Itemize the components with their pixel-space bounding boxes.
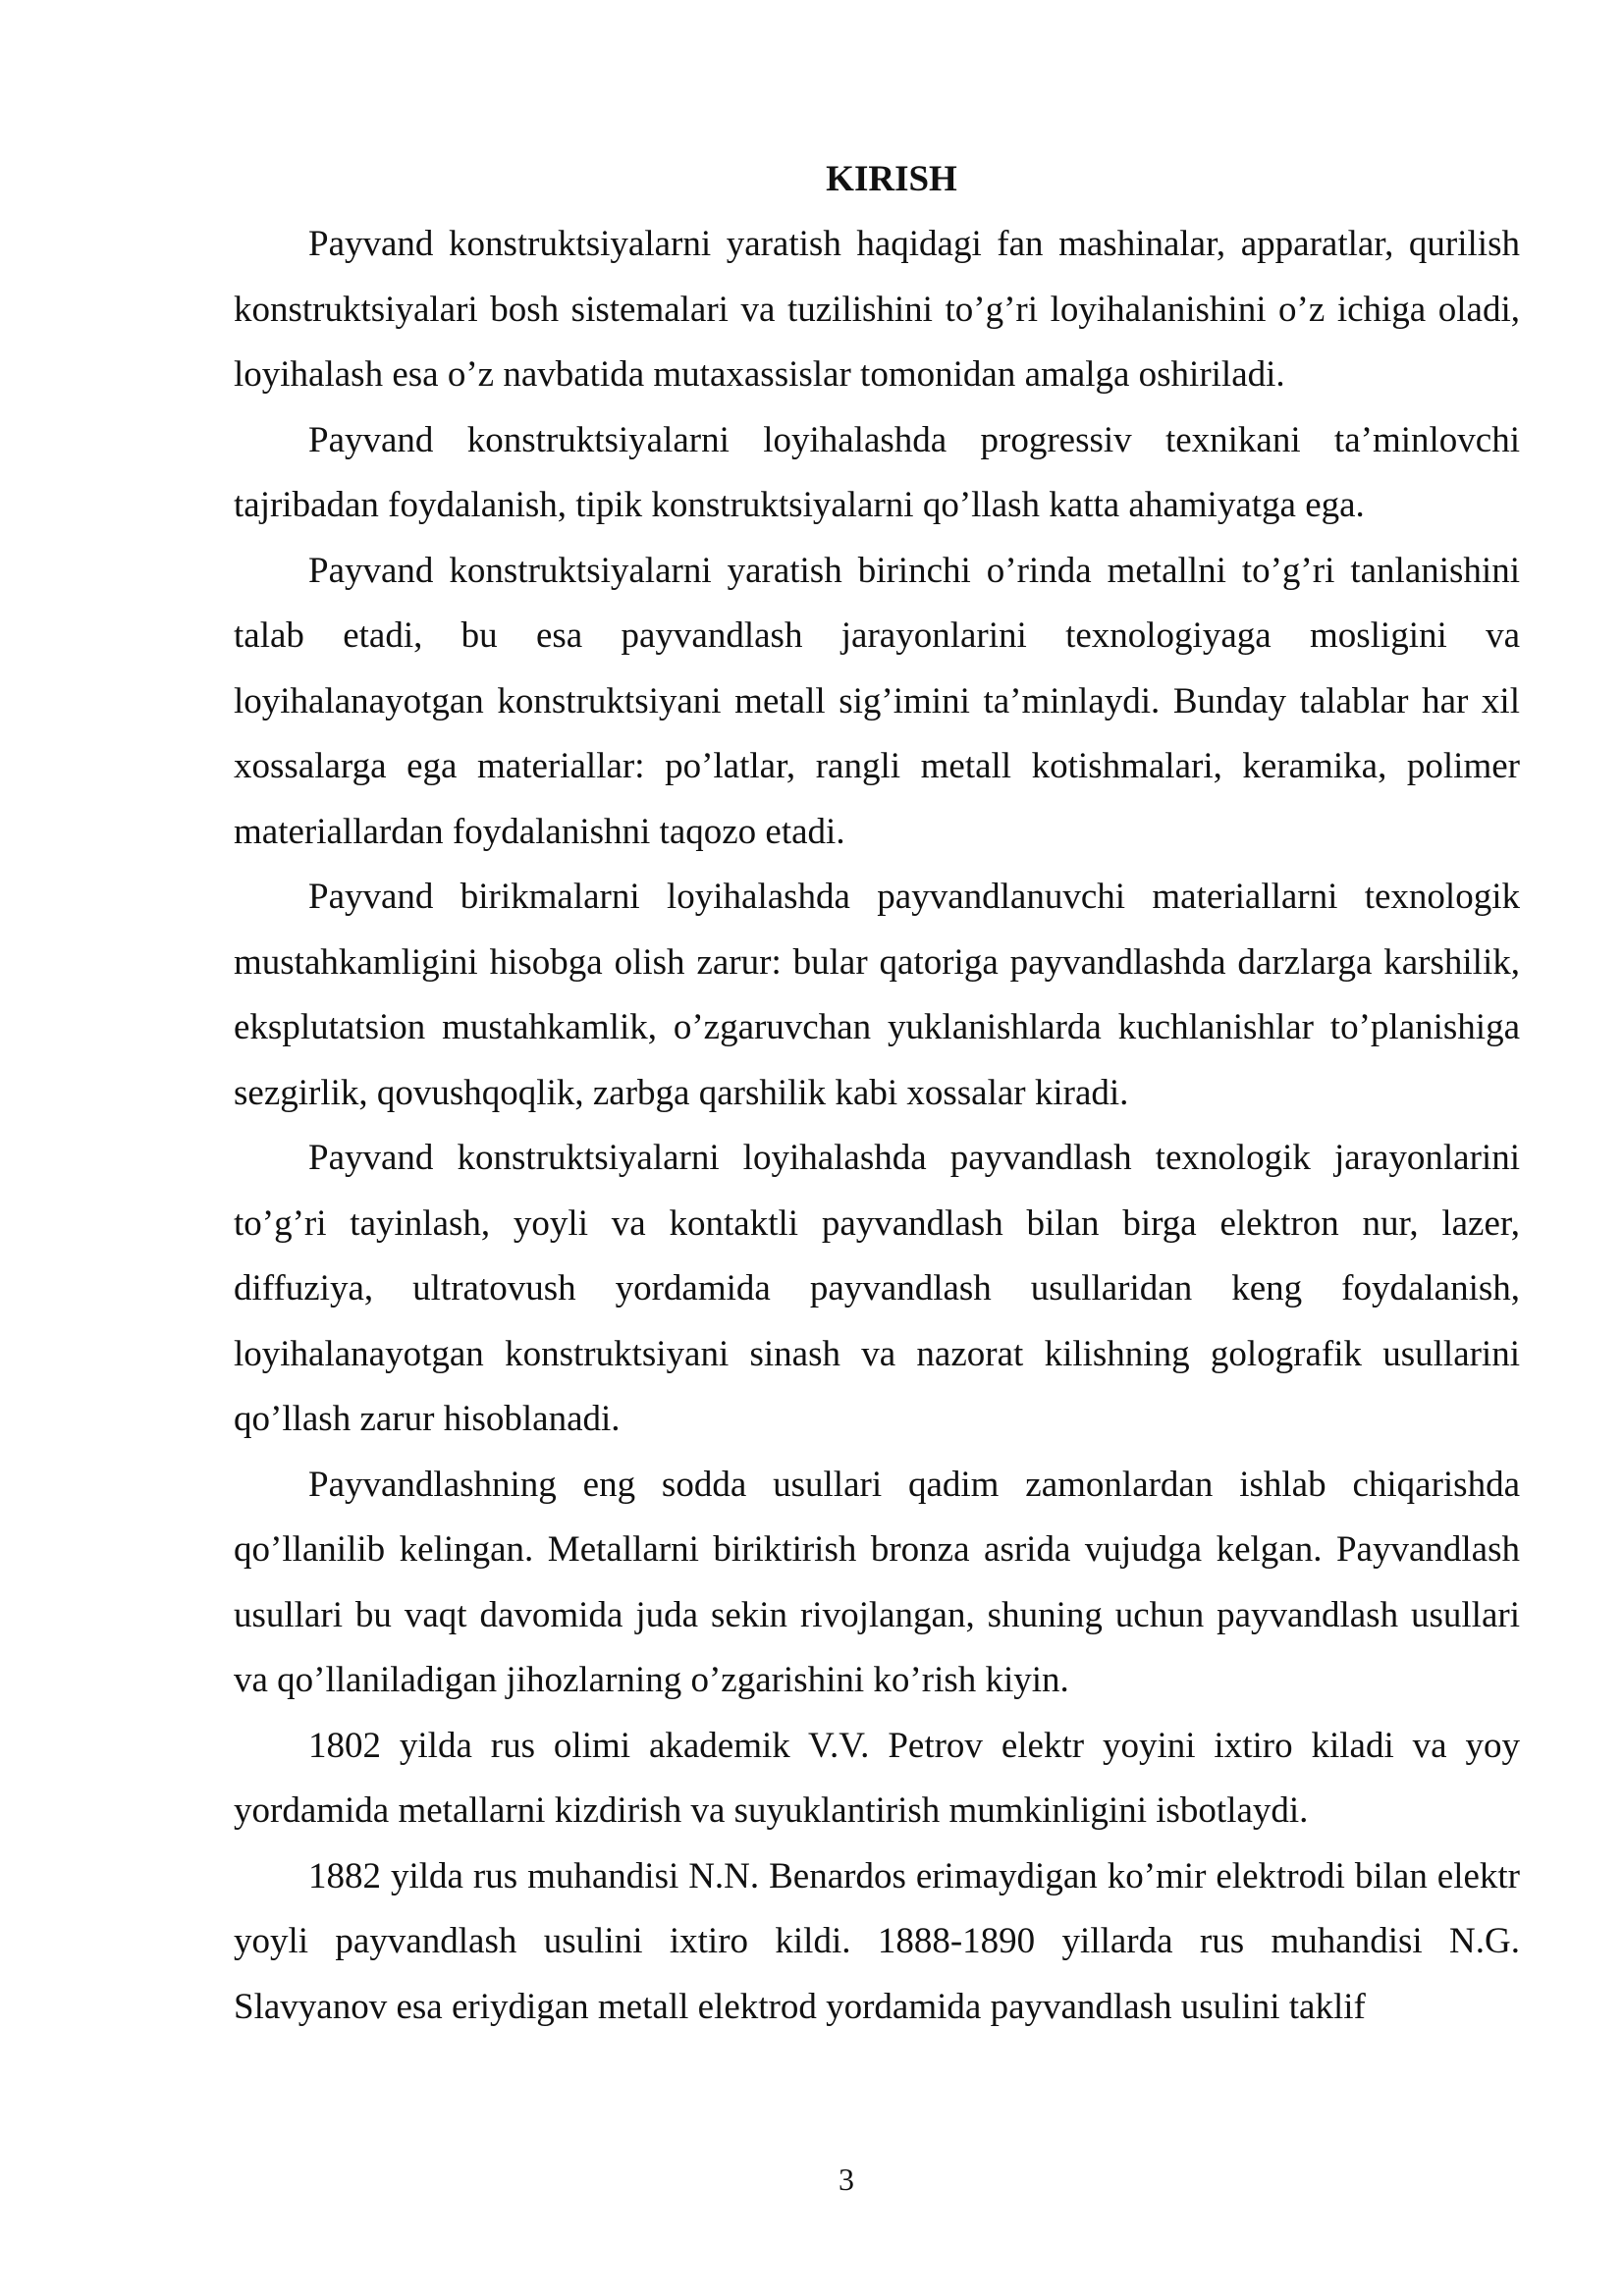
page-number: 3	[839, 2162, 854, 2197]
paragraph: Payvand konstruktsiyalarni yaratish birinchi o’rinda metallni to’g’ri tanlanishini talab etadi, bu esa payvandlash jarayonlarini texnologiyaga mosligini va loyihalanayotgan konstruktsiyani metall sig’imini ta’minlaydi. Bunday talablar har xil xossalarga ega materiallar: po’latlar, rangli metall kotishmalari, keramika, polimer materiallardan foydalanishni taqozo etadi.	[234, 550, 1520, 852]
paragraph: Payvand konstruktsiyalarni yaratish haqidagi fan mashinalar, apparatlar, qurilish konstruktsiyalari bosh sistemalari va tuzilishini to’g’ri loyihalanishini o’z ichiga oladi, loyihalash esa o’z navbatida mutaxassislar tomonidan amalga oshiriladi.	[234, 224, 1520, 395]
paragraph: Payvand konstruktsiyalarni loyihalashda progressiv texnikani ta’minlovchi tajribadan foydalanish, tipik konstruktsiyalarni qo’llash katta ahamiyatga ega.	[234, 419, 1520, 525]
document-page	[234, 147, 1520, 2040]
paragraph: 1882 yilda rus muhandisi N.N. Benardos erimaydigan ko’mir elektrodi bilan elektr yoyli payvandlash usulini ixtiro kildi. 1888-1890 yillarda rus muhandisi N.G. Slavyanov esa eriydigan metall elektrod yordamida payvandlash usulini taklif	[234, 1855, 1520, 2027]
paragraph: Payvand birikmalarni loyihalashda payvandlanuvchi materiallarni texnologik mustahkamligini hisobga olish zarur: bular qatoriga payvandlashda darzlarga karshilik, eksplutatsion mustahkamlik, o’zgaruvchan yuklanishlarda kuchlanishlar to’planishiga sezgirlik, qovushqoqlik, zarbga qarshilik kabi xossalar kiradi.	[234, 877, 1520, 1113]
paragraph: Payvandlashning eng sodda usullari qadim zamonlardan ishlab chiqarishda qo’llanilib kelingan. Metallarni biriktirish bronza asrida vujudga kelgan. Payvandlash usullari bu vaqt davomida juda sekin rivojlangan, shuning uchun payvandlash usullari va qo’llaniladigan jihozlarning o’zgarishini ko’rish kiyin.	[234, 1464, 1520, 1700]
paragraph: Payvand konstruktsiyalarni loyihalashda payvandlash texnologik jarayonlarini to’g’ri tayinlash, yoyli va kontaktli payvandlash bilan birga elektron nur, lazer, diffuziya, ultratovush yordamida payvandlash usullaridan keng foydalanish, loyihalanayotgan konstruktsiyani sinash va nazorat kilishning golografik usullarini qo’llash zarur hisoblanadi.	[234, 1138, 1520, 1439]
document-title: KIRISH	[826, 159, 957, 199]
paragraph: 1802 yilda rus olimi akademik V.V. Petrov elektr yoyini ixtiro kiladi va yoy yordamida metallarni kizdirish va suyuklantirish mumkinligini isbotlaydi.	[234, 1725, 1520, 1831]
